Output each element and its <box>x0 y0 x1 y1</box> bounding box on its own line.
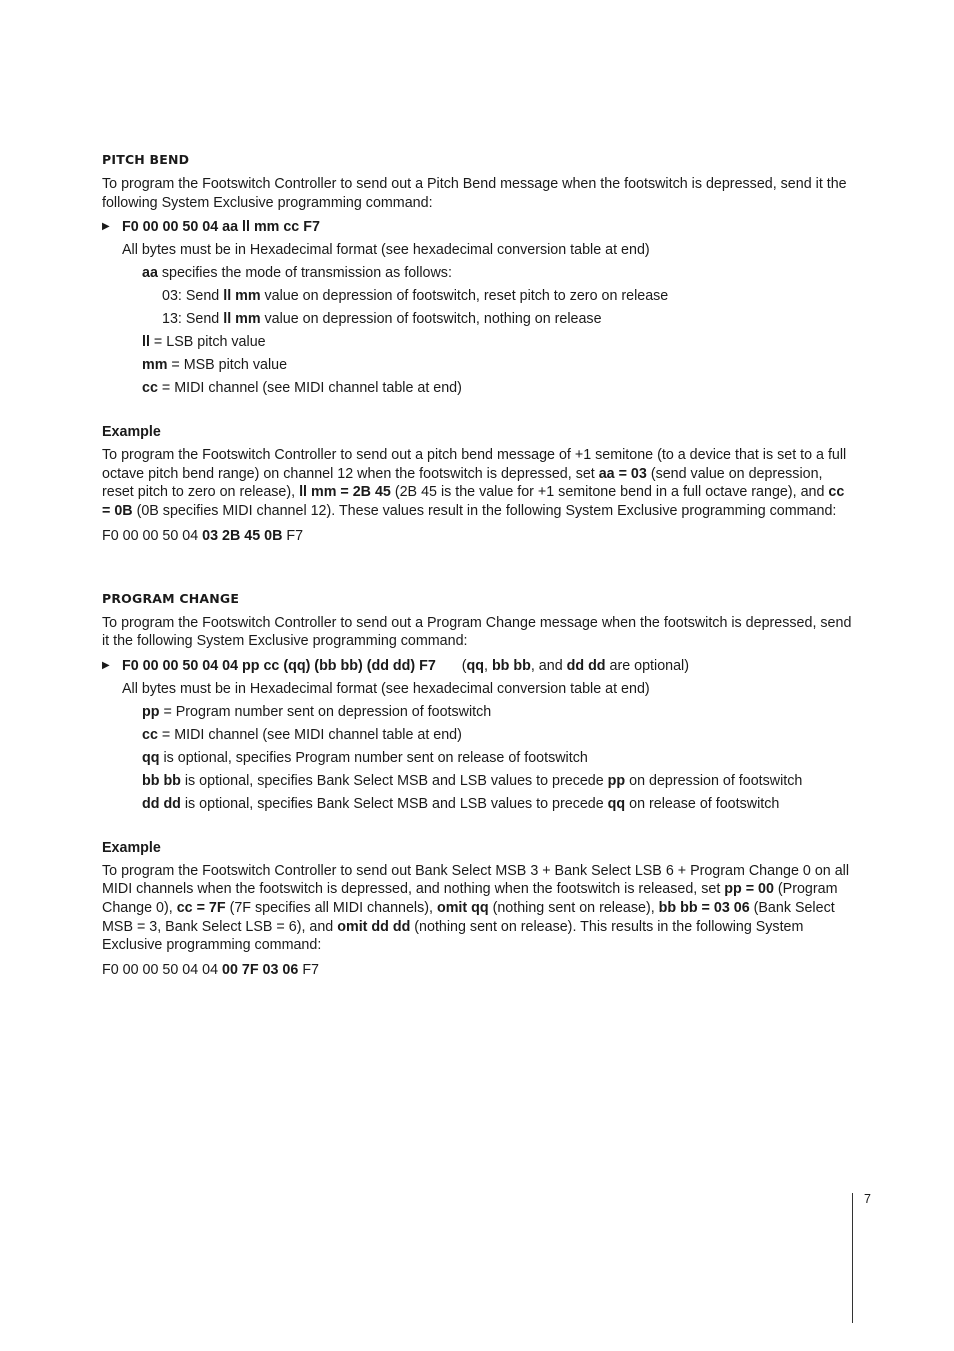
param-desc: is optional, specifies Bank Select MSB and LSB values to precede <box>180 795 608 812</box>
param-key: aa <box>142 265 158 282</box>
bullet-triangle-icon: ▶ <box>102 659 110 671</box>
param-key: cc <box>142 726 158 743</box>
result-text: F0 00 00 50 04 04 <box>102 961 223 978</box>
example-text: To program the Footswitch Controller to send out a pitch bend message of +1 semitone (to a device that is set to a full octave pitch bend range) on channel 12 when the footswitch is depressed, set <box>102 447 847 482</box>
optional-key: dd dd <box>566 657 606 674</box>
param-qq <box>102 749 854 767</box>
param-cc <box>102 379 854 397</box>
example-heading-pitch-bend: Example <box>102 424 161 441</box>
param-key: bb bb <box>142 772 181 789</box>
example-value: omit dd dd <box>337 918 411 935</box>
page-margin-rule <box>852 1193 853 1323</box>
program-change-example-result <box>102 961 854 979</box>
bullet-triangle-icon: ▶ <box>102 221 110 233</box>
result-text: F0 00 00 50 04 <box>102 527 203 544</box>
example-value: omit qq <box>436 899 489 916</box>
aa-option-03 <box>102 287 854 305</box>
option-text: value on depression of footswitch, nothing on release <box>260 311 602 328</box>
example-text: (0B specifies MIDI channel 12). These values result in the following System Exclusive programming command: <box>132 502 837 519</box>
option-key: ll mm <box>223 288 261 305</box>
param-key: pp <box>607 772 626 789</box>
pitch-bend-intro: To program the Footswitch Controller to send out a Pitch Bend message when the footswitch is depressed, send it the following System Exclusive programming command: <box>102 176 847 211</box>
param-key: mm <box>142 357 168 374</box>
example-text: (nothing sent on release), <box>488 899 659 916</box>
pitch-bend-example-result <box>102 527 854 545</box>
param-dd-dd <box>102 795 854 813</box>
param-key: pp <box>142 703 160 720</box>
example-value: pp = 00 <box>724 881 774 898</box>
hex-format-note: All bytes must be in Hexadecimal format (see hexadecimal conversion table at end) <box>122 680 650 697</box>
aa-option-13 <box>102 310 854 328</box>
document-page <box>102 151 854 984</box>
example-value: bb bb = 03 06 <box>658 899 750 916</box>
optional-note: , and <box>530 657 567 674</box>
param-bb-bb <box>102 772 854 790</box>
option-text: 13: Send <box>162 311 224 328</box>
section-heading-pitch-bend: PITCH BEND <box>102 152 190 167</box>
program-change-example-text <box>102 862 854 955</box>
param-key: ll <box>142 334 150 351</box>
command-text: F0 00 00 50 04 04 pp cc (qq) (bb bb) (dd dd) F7 <box>122 657 436 674</box>
param-pp <box>102 703 854 721</box>
param-aa <box>102 264 854 282</box>
program-change-command <box>102 657 854 675</box>
optional-note: , <box>484 657 492 674</box>
example-text: (Program Change 0), <box>102 881 838 916</box>
option-text: value on depression of footswitch, reset pitch to zero on release <box>260 288 669 305</box>
result-text: F7 <box>282 527 304 544</box>
example-text: (nothing sent on release). This results in the following System Exclusive programming command: <box>102 918 804 954</box>
example-value: ll mm = 2B 45 <box>299 484 391 501</box>
example-text: To program the Footswitch Controller to send out Bank Select MSB 3 + Bank Select LSB 6 + Program Change 0 on all MIDI channels when the footswitch is depressed, and nothing when the footswitch is released, set <box>102 862 850 898</box>
param-key: qq <box>142 749 160 766</box>
result-text: F7 <box>298 961 320 978</box>
example-heading-program-change: Example <box>102 839 161 856</box>
optional-key: qq <box>466 657 484 674</box>
example-text: (send value on depression, reset pitch to zero on release), <box>102 465 823 501</box>
example-value: aa = 03 <box>598 465 647 482</box>
result-value: 00 7F 03 06 <box>222 961 299 978</box>
param-desc: specifies the mode of transmission as follows: <box>157 265 452 282</box>
param-mm <box>102 356 854 374</box>
example-text: (2B 45 is the value for +1 semitone bend in a full octave range), and <box>390 484 829 501</box>
hex-format-note: All bytes must be in Hexadecimal format (see hexadecimal conversion table at end) <box>122 242 650 259</box>
command-text: F0 00 00 50 04 aa ll mm cc F7 <box>122 219 320 236</box>
param-desc: is optional, specifies Program number sent on release of footswitch <box>159 749 588 766</box>
optional-note: are optional) <box>605 657 689 674</box>
optional-note: ( <box>461 657 467 674</box>
section-heading-program-change: PROGRAM CHANGE <box>102 590 240 606</box>
program-change-intro: To program the Footswitch Controller to send out a Program Change message when the footswitch is depressed, send it the following System Exclusive programming command: <box>102 614 852 650</box>
param-desc: = Program number sent on depression of footswitch <box>159 703 492 720</box>
param-cc <box>102 726 854 744</box>
param-desc: is optional, specifies Bank Select MSB and LSB values to precede <box>180 772 608 789</box>
example-text: (7F specifies all MIDI channels), <box>225 899 437 916</box>
param-desc: on release of footswitch <box>625 795 780 812</box>
param-desc: = MIDI channel (see MIDI channel table at end) <box>157 380 462 397</box>
option-key: ll mm <box>223 311 261 328</box>
param-key: cc <box>142 380 158 397</box>
page-number: 7 <box>864 1192 871 1206</box>
example-value: cc = 7F <box>176 899 226 916</box>
example-text: (Bank Select MSB = 3, Bank Select LSB = 6), and <box>102 899 835 935</box>
optional-key: bb bb <box>491 657 531 674</box>
pitch-bend-command <box>102 218 854 236</box>
param-key: qq <box>607 795 626 812</box>
pitch-bend-example-text <box>102 446 854 520</box>
result-value: 03 2B 45 0B <box>202 527 283 544</box>
param-desc: on depression of footswitch <box>625 772 803 789</box>
param-desc: = MSB pitch value <box>167 357 288 374</box>
option-text: 03: Send <box>162 288 224 305</box>
param-desc: = MIDI channel (see MIDI channel table at end) <box>157 726 462 743</box>
example-value: cc = 0B <box>102 484 845 519</box>
param-desc: = LSB pitch value <box>149 334 266 351</box>
param-key: dd dd <box>142 795 181 812</box>
param-ll <box>102 333 854 351</box>
